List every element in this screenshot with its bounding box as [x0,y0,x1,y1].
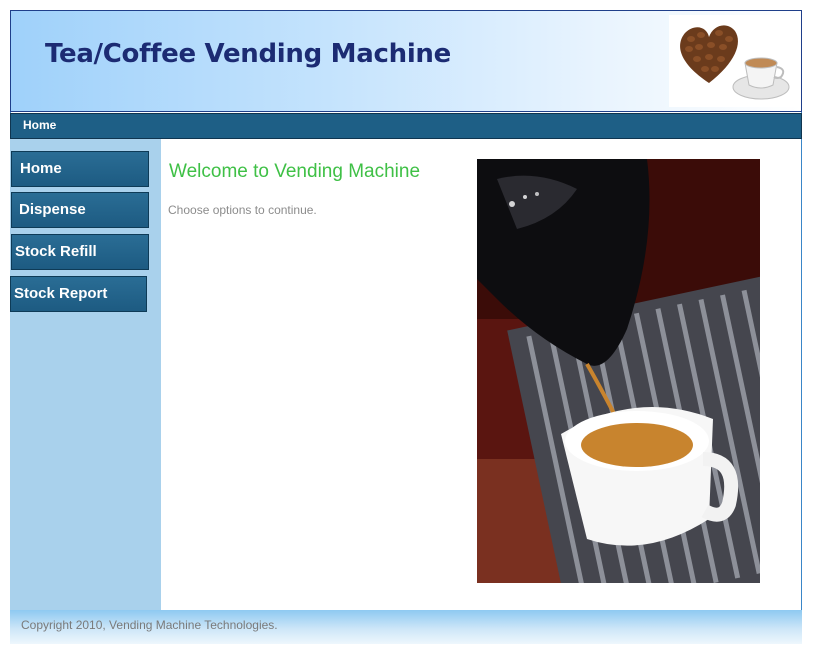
welcome-heading: Welcome to Vending Machine [169,161,421,182]
copyright-text: Copyright 2010, Vending Machine Technologies. [21,618,278,632]
sidebar-item-dispense[interactable]: Dispense [11,192,149,228]
page-title: Tea/Coffee Vending Machine [45,39,451,69]
sidebar-item-stock-report[interactable]: Stock Report [10,276,147,312]
sidebar-item-home[interactable]: Home [11,151,149,187]
sidebar-item-stock-refill[interactable]: Stock Refill [11,234,149,270]
sidebar [10,139,161,610]
top-navbar [10,113,802,139]
nav-home-link[interactable]: Home [23,118,57,132]
coffee-beans-heart-cup-icon [669,15,801,107]
header-banner [10,10,802,112]
footer [10,610,802,644]
instruction-text: Choose options to continue. [168,203,317,217]
espresso-photo [477,159,760,583]
